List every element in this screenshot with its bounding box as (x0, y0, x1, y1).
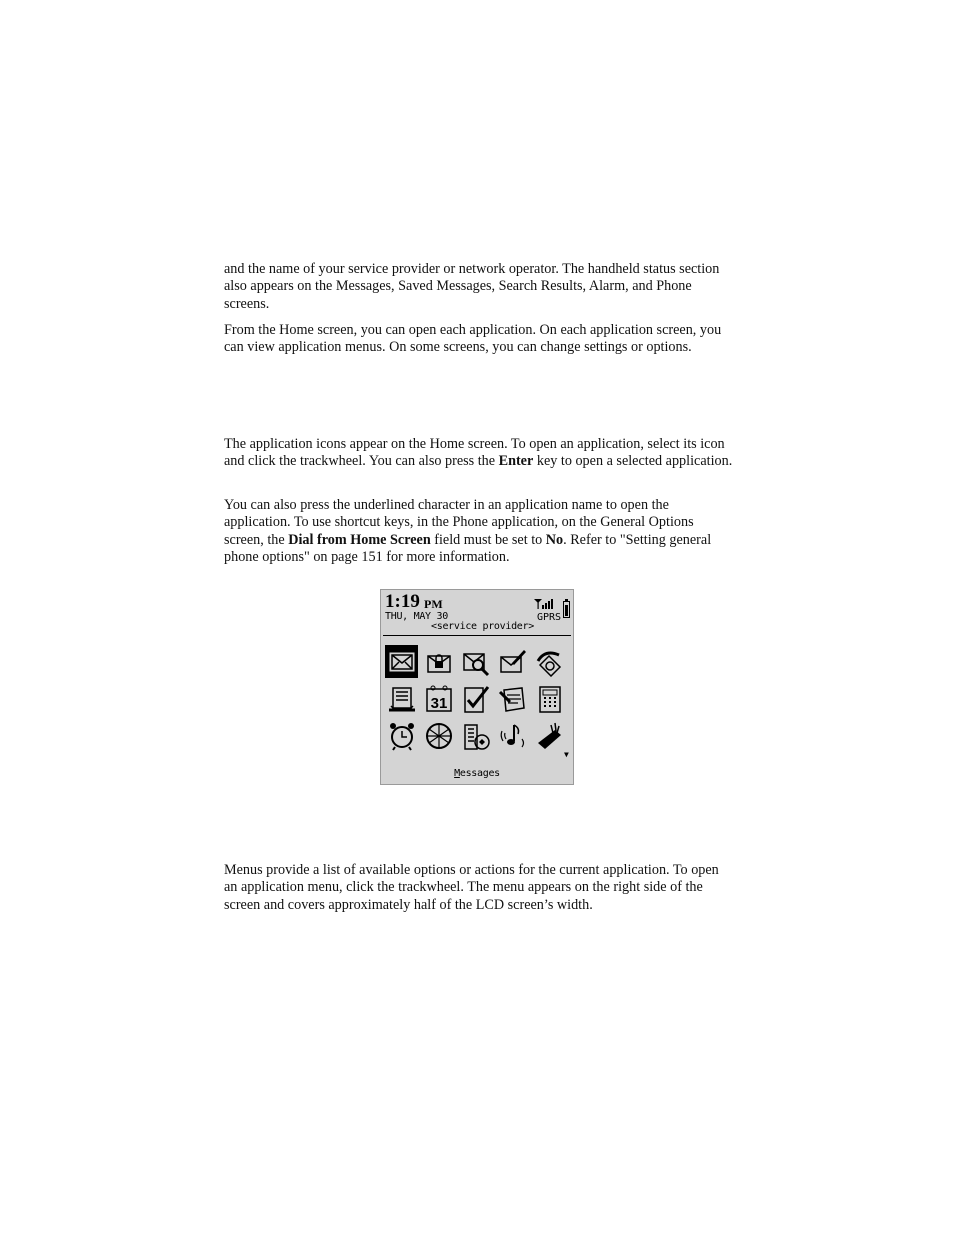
tasks-icon[interactable] (459, 682, 492, 715)
date-label: THU, MAY 30 (385, 611, 448, 622)
battery-icon (563, 601, 570, 618)
search-messages-icon[interactable] (459, 645, 492, 678)
address-book-icon[interactable] (385, 682, 418, 715)
ring-tones-icon[interactable] (496, 719, 529, 752)
saved-messages-icon[interactable] (422, 645, 455, 678)
paragraph-status-section: and the name of your service provider or network operator. The handheld status section also appears on the Messages, Saved Messages, Search Results, Alarm, and Phone screens. (224, 261, 720, 312)
paragraph-application-icons: The application icons appear on the Home screen. To open an application, select its icon and click the trackwheel. You can also press the Enter key to open a selected application. (224, 436, 733, 470)
selected-application-label: Messages (454, 768, 500, 779)
calendar-day-number: 31 (430, 694, 447, 712)
paragraph-menus: Menus provide a list of available options or actions for the current application. To open an application menu, click the trackwheel. The menu appears on the right side of the screen and covers approximately half of the LCD screen’s width. (224, 862, 719, 913)
clock-time: 1:19 (385, 591, 420, 612)
messages-icon[interactable] (385, 645, 418, 678)
clock-ampm: PM (424, 597, 443, 611)
calendar-icon[interactable] (422, 682, 455, 715)
tools-icon[interactable] (533, 719, 566, 752)
browser-icon[interactable] (422, 719, 455, 752)
phone-icon[interactable] (533, 645, 566, 678)
status-divider (383, 635, 571, 636)
more-icons-arrow-icon[interactable]: ▼ (564, 750, 569, 759)
calculator-icon[interactable] (533, 682, 566, 715)
paragraph-home-screen: From the Home screen, you can open each application. On each application screen, you can view application menus. On some screens, you can change settings or options. (224, 322, 722, 356)
home-screen-figure (380, 589, 574, 785)
signal-strength-icon (534, 598, 560, 609)
paragraph-shortcut-keys: You can also press the underlined character in an application name to open the application. To use shortcut keys, in the Phone application, on the General Options screen, the Dial from Home Screen field must be set to No. Refer to "Setting general phone options" on page 151 for more information. (224, 497, 712, 566)
options-icon[interactable] (459, 719, 492, 752)
compose-icon[interactable] (496, 645, 529, 678)
memopad-icon[interactable] (496, 682, 529, 715)
service-provider-label: <service provider> (431, 621, 534, 632)
network-type-label: GPRS (537, 612, 562, 623)
alarm-icon[interactable] (385, 719, 418, 752)
